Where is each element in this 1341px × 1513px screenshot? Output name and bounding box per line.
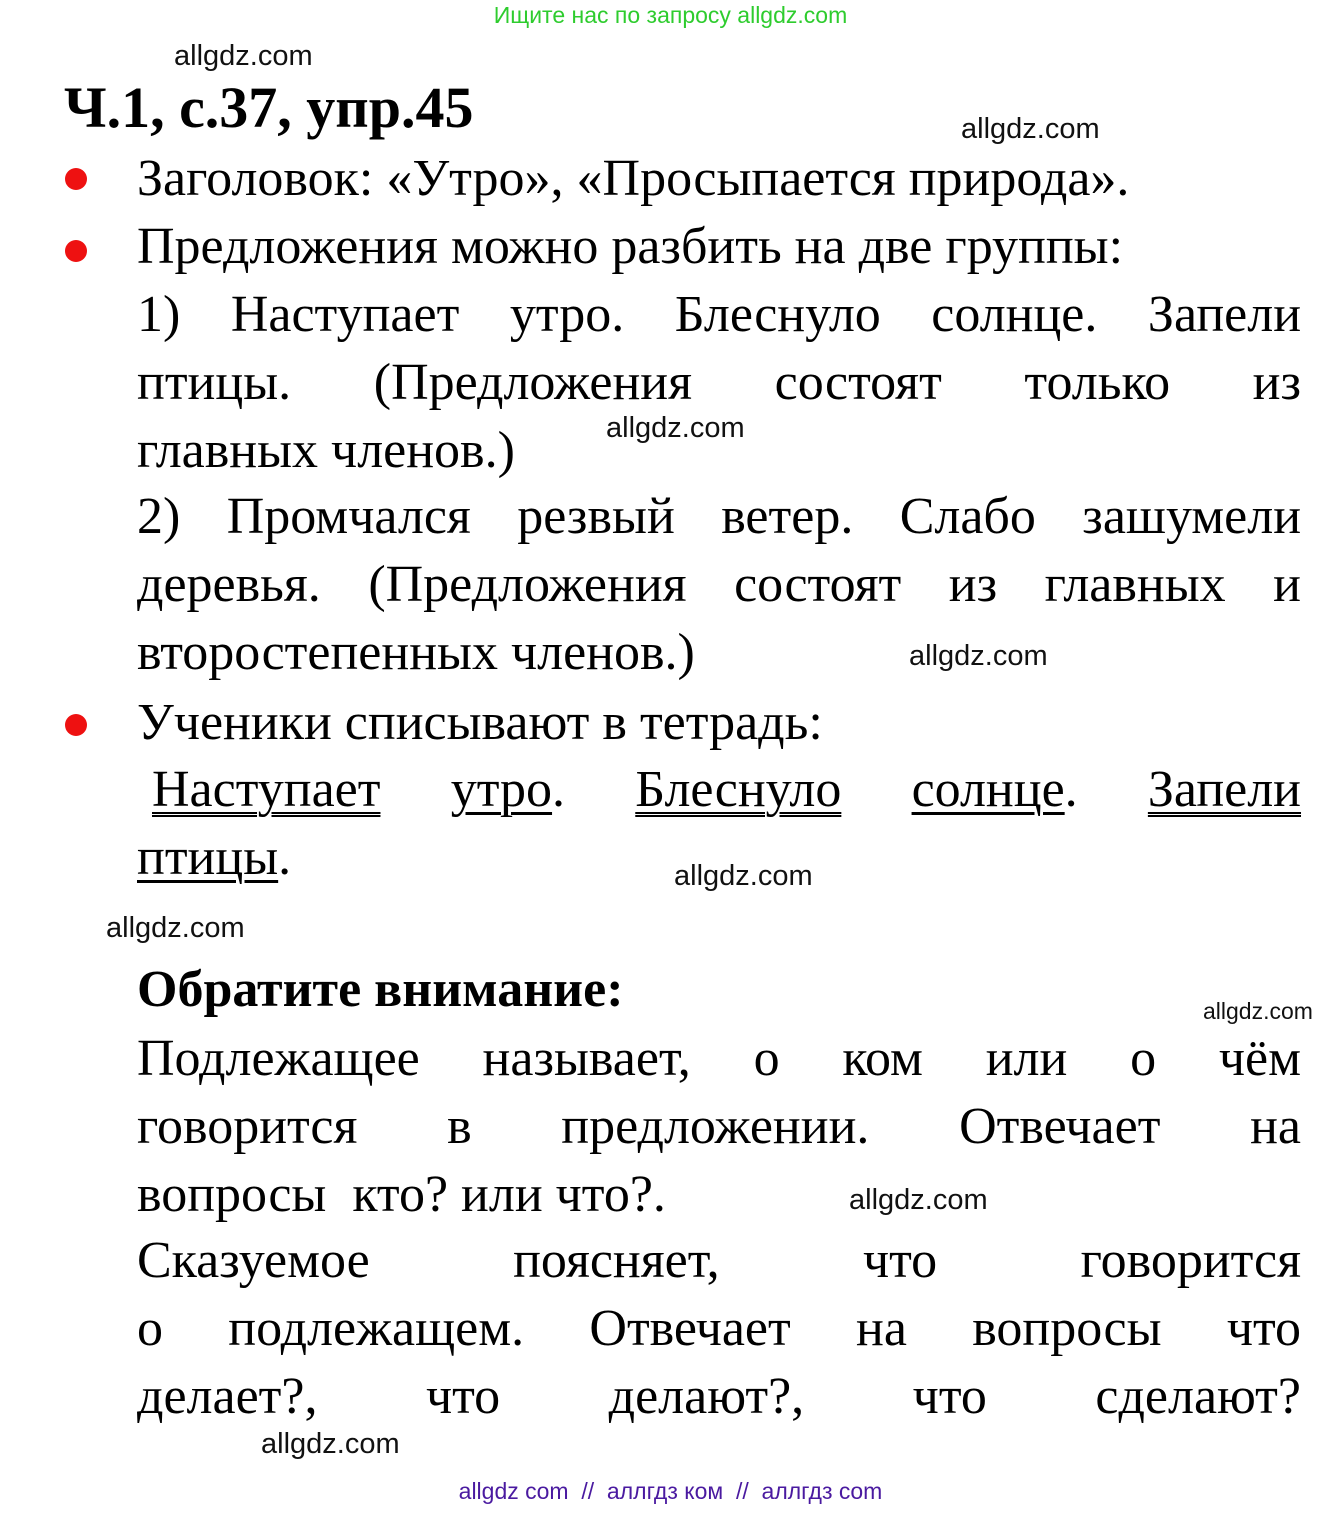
group2-line1: 2) Промчался резвый ветер. Слабо зашумели: [137, 488, 1302, 545]
group1-line1: 1) Наступает утро. Блеснуло солнце. Запели: [137, 286, 1302, 343]
watermark: allgdz.com: [261, 1428, 400, 1460]
bullet-copy-text: Ученики списывают в тетрадь:: [137, 694, 823, 751]
bullet-heading-text: Заголовок: «Утро», «Просыпается природа».: [137, 150, 1130, 207]
attention-heading: Обратите внимание:: [137, 961, 624, 1018]
copy-line1: Наступает утро. Блеснуло солнце. Запели: [152, 761, 1302, 818]
bullet-icon: [65, 240, 87, 262]
copy-line2: птицы.: [137, 829, 292, 886]
attention-line6: делает?, что делают?, что сделают?: [137, 1368, 1301, 1425]
bullet-icon: [65, 168, 87, 190]
page-title: Ч.1, с.37, упр.45: [64, 75, 474, 140]
group2-line3: второстепенных членов.): [137, 624, 695, 681]
group1-line3: главных членов.): [137, 422, 515, 479]
watermark: allgdz.com: [1203, 998, 1313, 1024]
group2-line2: деревья. (Предложения состоят из главных и: [137, 556, 1301, 613]
watermark: allgdz.com: [909, 640, 1048, 672]
group1-line2: птицы. (Предложения состоят только из: [137, 354, 1302, 411]
watermark: allgdz.com: [606, 412, 745, 444]
watermark: allgdz.com: [106, 912, 245, 944]
top-banner: Ищите нас по запросу allgdz.com: [493, 2, 848, 28]
attention-line3: вопросы кто? или что?.: [137, 1166, 666, 1223]
watermark: allgdz.com: [961, 113, 1100, 145]
attention-line2: говорится в предложении. Отвечает на: [137, 1098, 1302, 1155]
footer-links: allgdz com // аллгдз ком // аллгдз com: [458, 1478, 883, 1504]
watermark: allgdz.com: [674, 860, 813, 892]
watermark: allgdz.com: [849, 1184, 988, 1216]
attention-line1: Подлежащее называет, о ком или о чём: [137, 1030, 1302, 1087]
bullet-icon: [65, 714, 87, 736]
attention-line5: о подлежащем. Отвечает на вопросы что: [137, 1300, 1302, 1357]
attention-line4: Сказуемое поясняет, что говорится: [137, 1232, 1302, 1289]
bullet-groups-text: Предложения можно разбить на две группы:: [137, 218, 1124, 275]
watermark: allgdz.com: [174, 40, 313, 72]
